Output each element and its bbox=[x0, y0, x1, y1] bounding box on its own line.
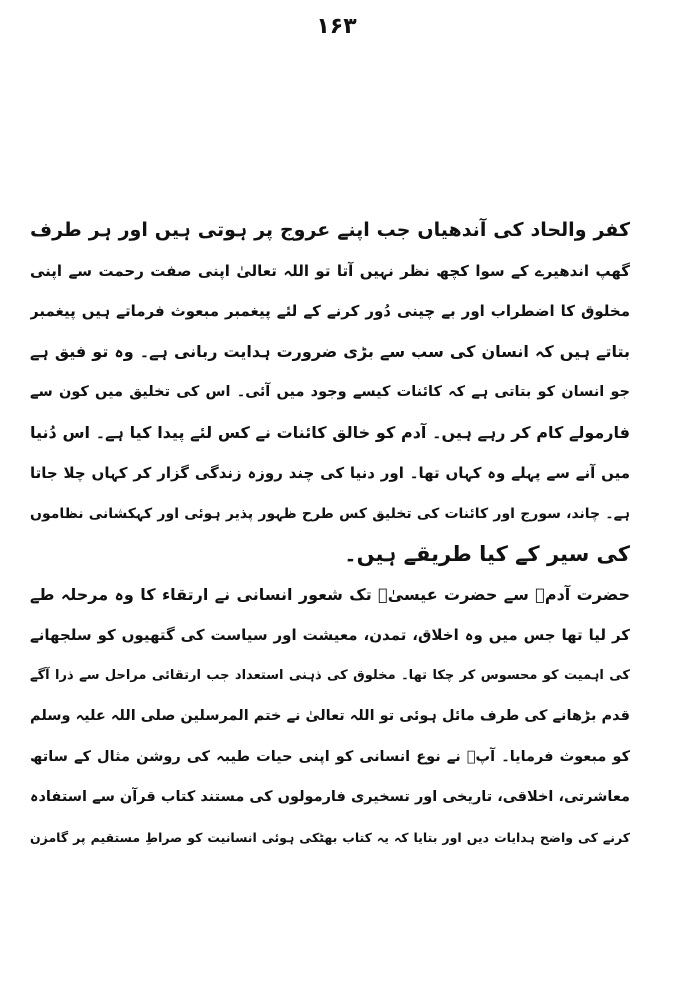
text-line: میں آنے سے پہلے وہ کہاں تھا۔ اور دنیا کی چند روزہ زندگی گزار کر کہاں چلا جاتا bbox=[30, 464, 630, 482]
text-line: جو انسان کو بتاتی ہے کہ کائنات کیسے وجود میں آئی۔ اس کی تخلیق میں کون سے bbox=[30, 384, 630, 400]
text-line: معاشرتی، اخلاقی، تاریخی اور تسخیری فارمولوں کی مستند کتاب قرآن سے استفادہ bbox=[30, 789, 630, 805]
text-line: کر لیا تھا جس میں وہ اخلاق، تمدن، معیشت اور سیاست کی گتھیوں کو سلجھانے bbox=[30, 626, 630, 644]
text-line: کفر والحاد کی آندھیاں جب اپنے عروج پر ہوتی ہیں اور ہر طرف bbox=[30, 219, 630, 241]
body-text bbox=[30, 210, 630, 858]
text-line: قدم بڑھانے کی طرف مائل ہوئی تو اللہ تعالیٰ نے ختم المرسلین صلی اللہ علیہ وسلم bbox=[30, 708, 630, 724]
text-line: حضرت آدمؑ سے حضرت عیسیٰؑ تک شعور انسانی نے ارتقاء کا وہ مرحلہ طے bbox=[30, 584, 630, 604]
text-line: ہے۔ چاند، سورج اور کائنات کی تخلیق کس طرح ظہور پذیر ہوئی اور کہکشانی نظاموں bbox=[30, 505, 630, 522]
text-line: بتاتے ہیں کہ انسان کی سب سے بڑی ضرورت ہدایت ربانی ہے۔ وہ تو فیق ہے bbox=[30, 341, 630, 361]
text-line: فارمولے کام کر رہے ہیں۔ آدم کو خالق کائنات نے کس لئے پیدا کیا ہے۔ اس دُنیا bbox=[30, 422, 630, 442]
text-line: مخلوق کا اضطراب اور بے چینی دُور کرنے کے لئے پیغمبر مبعوث فرماتے ہیں پیغمبر bbox=[30, 302, 630, 320]
page-number: ۱۶۳ bbox=[316, 14, 357, 39]
text-line: کی اہمیت کو محسوس کر چکا تھا۔ مخلوق کی ذہنی استعداد جب ارتقائی مراحل سے ذرا آگے bbox=[30, 667, 630, 683]
text-line: کی سیر کے کیا طریقے ہیں۔ bbox=[344, 542, 630, 566]
text-line: کرنے کی واضح ہدایات دیں اور بتایا کہ یہ کتاب بھٹکی ہوئی انسانیت کو صراطِ مستقیم پر گامزن bbox=[30, 829, 630, 845]
text-line: گھپ اندھیرے کے سوا کچھ نظر نہیں آتا تو اللہ تعالیٰ اپنی صفت رحمت سے اپنی bbox=[30, 261, 630, 280]
text-line: کو مبعوث فرمایا۔ آپؐ نے نوع انسانی کو اپنی حیات طیبہ کی روشن مثال کے ساتھ bbox=[30, 748, 630, 765]
